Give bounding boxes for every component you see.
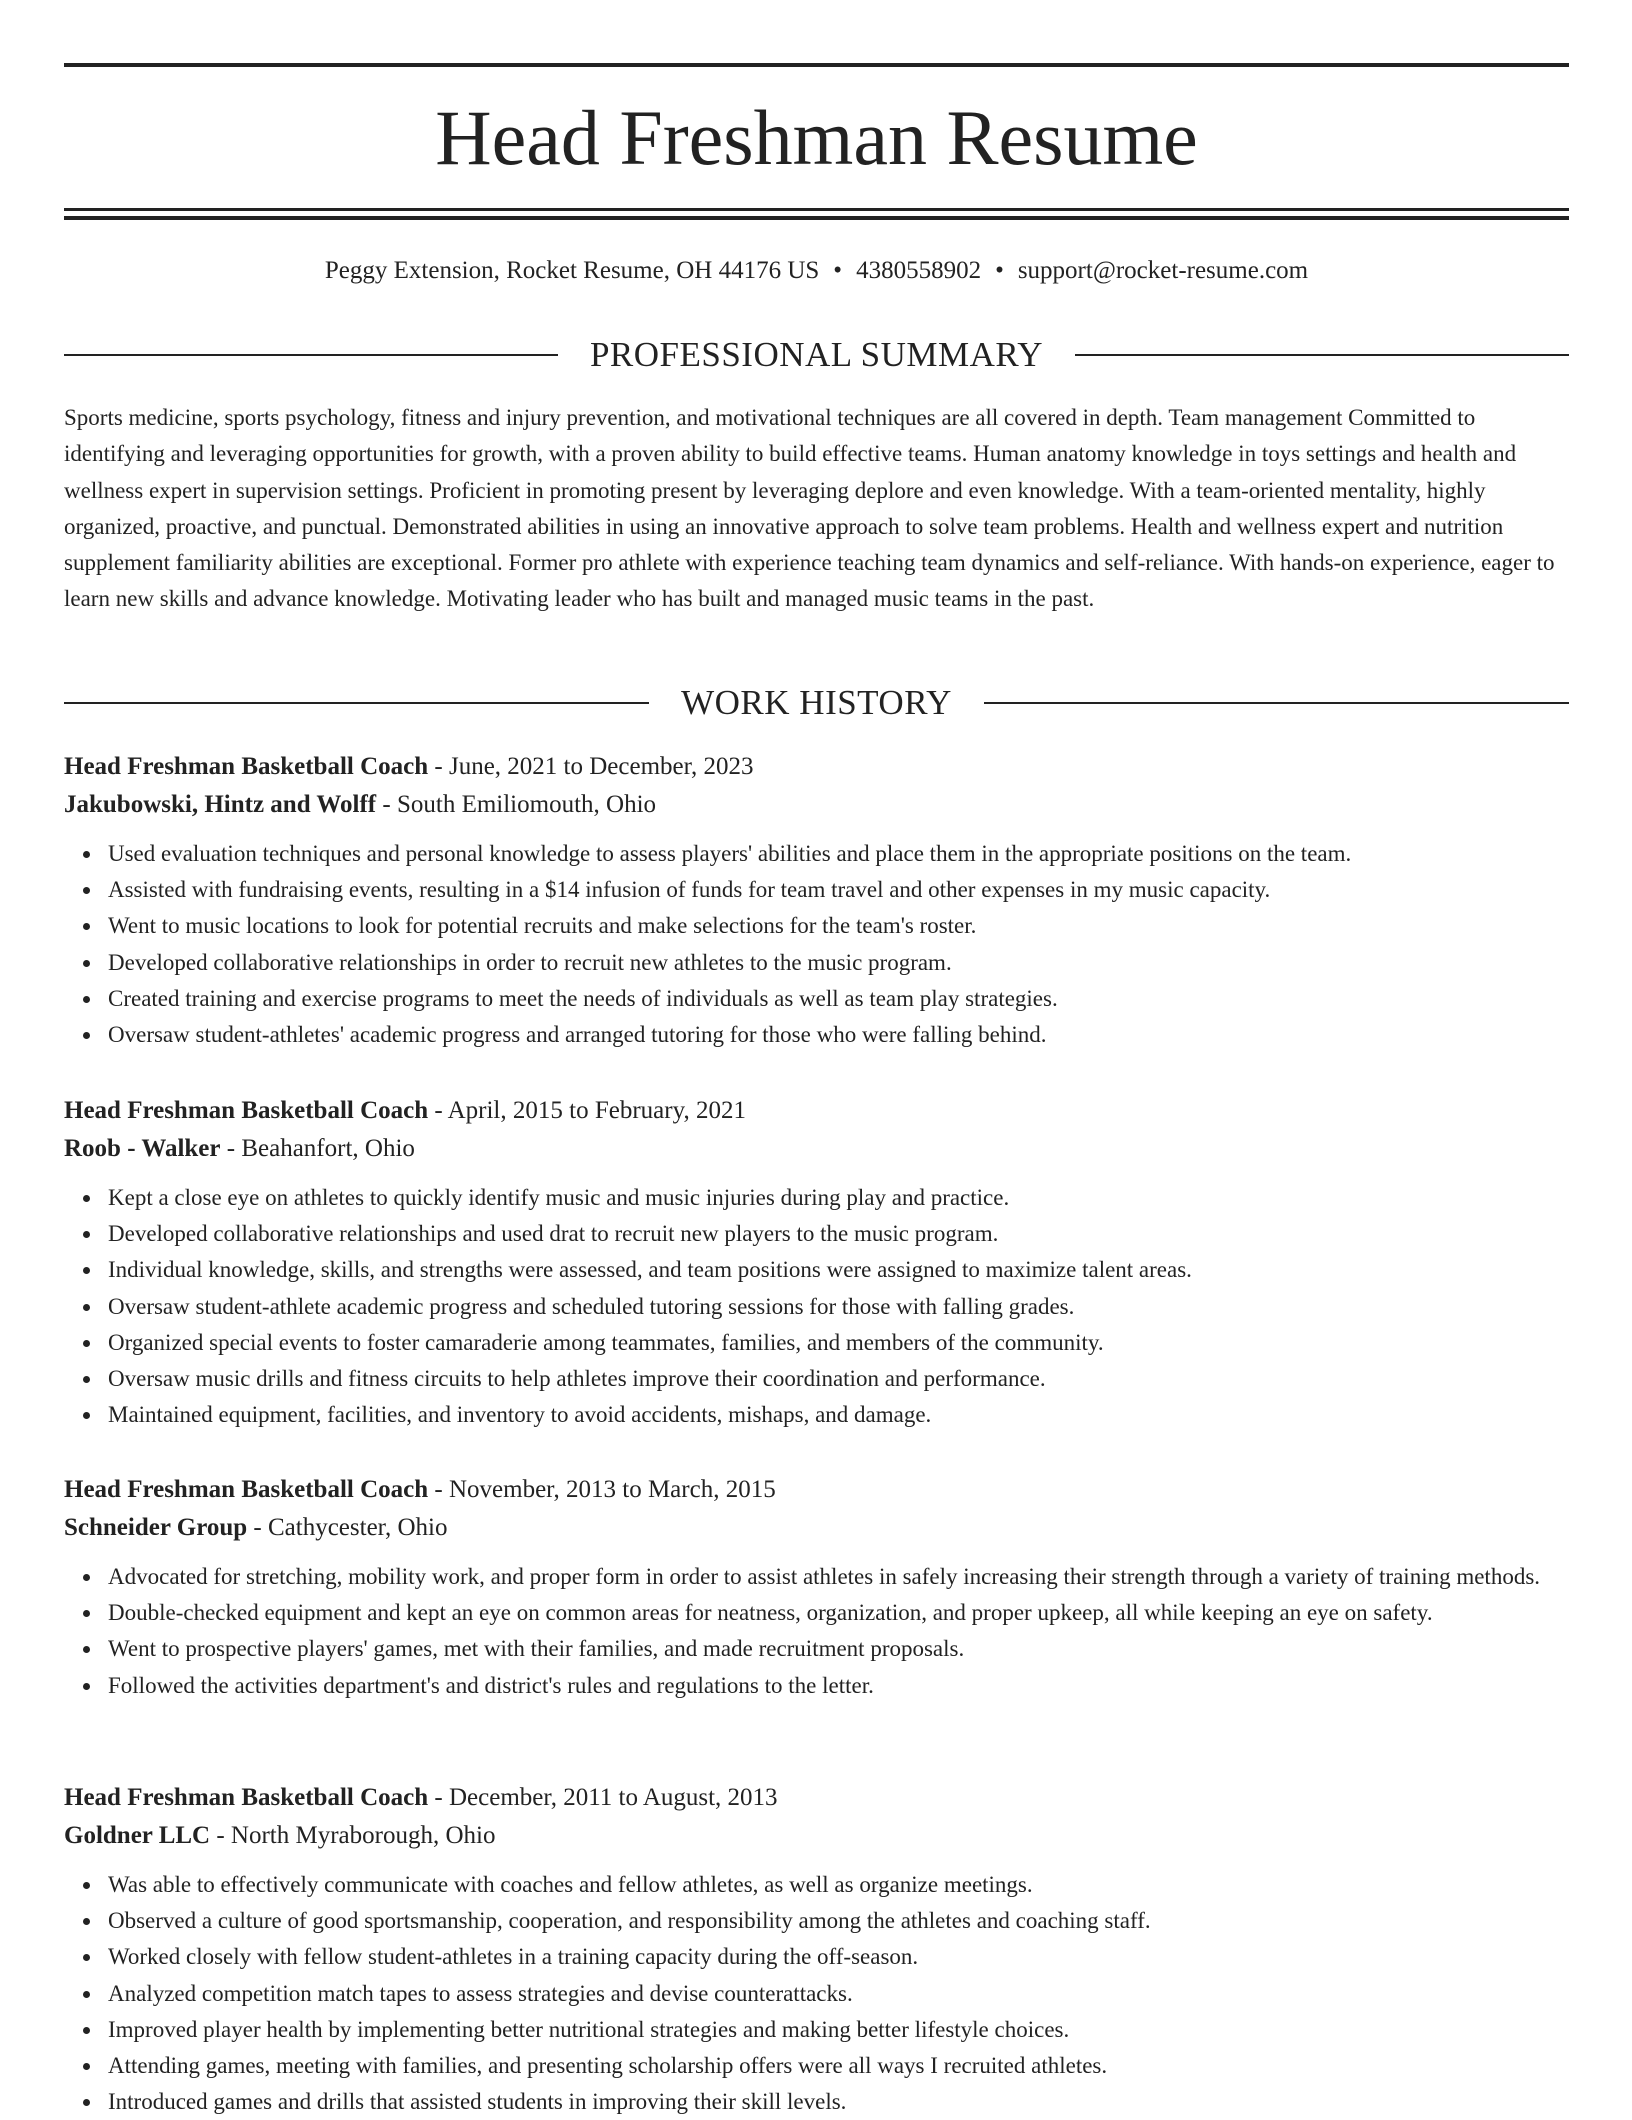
contact-separator: • <box>995 257 1004 284</box>
job-bullet: Used evaluation techniques and personal knowledge to assess players' abilities and place them in the appropriate positions on the team. <box>108 836 1569 872</box>
job-title-line <box>64 1092 1569 1130</box>
heading-rule-right <box>984 702 1569 704</box>
job-location: - North Myraborough, Ohio <box>210 1822 496 1849</box>
job-bullet: Followed the activities department's and district's rules and regulations to the letter. <box>108 1668 1569 1704</box>
job-title-line <box>64 1779 1569 1817</box>
title-rule-upper <box>64 208 1569 211</box>
job-company-line <box>64 786 1569 824</box>
job-bullet: Attending games, meeting with families, and presenting scholarship offers were all ways I recruited athletes. <box>108 2048 1569 2084</box>
work-section-heading <box>64 681 1569 725</box>
job-bullet: Organized special events to foster camaraderie among teammates, families, and members of the community. <box>108 1325 1569 1361</box>
job-bullet: Went to prospective players' games, met with their families, and made recruitment proposals. <box>108 1631 1569 1667</box>
contact-separator: • <box>833 257 843 284</box>
job-bullet: Oversaw student-athletes' academic progress and arranged tutoring for those who were falling behind. <box>108 1017 1569 1053</box>
job-bullet: Advocated for stretching, mobility work, and proper form in order to assist athletes in safely increasing their strength through a variety of training methods. <box>108 1559 1569 1595</box>
job-title: Head Freshman Basketball Coach <box>64 753 429 780</box>
job-company: Schneider Group <box>64 1514 248 1541</box>
heading-rule-left <box>64 354 558 356</box>
job-company-line <box>64 1509 1569 1547</box>
heading-rule-right <box>1075 354 1569 356</box>
job-bullet: Individual knowledge, skills, and strengths were assessed, and team positions were assigned to maximize talent areas. <box>108 1252 1569 1288</box>
heading-rule-left <box>64 702 649 704</box>
job-bullet-list <box>64 1180 1569 1433</box>
job-bullet: Worked closely with fellow student-athletes in a training capacity during the off-season. <box>108 1939 1569 1975</box>
summary-heading-label: PROFESSIONAL SUMMARY <box>589 335 1044 374</box>
job-entry <box>64 1471 1569 1704</box>
job-bullet: Double-checked equipment and kept an eye on common areas for neatness, organization, and proper upkeep, all while keeping an eye on safety. <box>108 1595 1569 1631</box>
job-entry <box>64 1779 1569 2120</box>
job-bullet: Maintained equipment, facilities, and inventory to avoid accidents, mishaps, and damage. <box>108 1397 1569 1433</box>
job-location: - South Emiliomouth, Ohio <box>376 791 657 818</box>
job-bullet: Oversaw music drills and fitness circuits to help athletes improve their coordination and performance. <box>108 1361 1569 1397</box>
job-bullet: Oversaw student-athlete academic progress and scheduled tutoring sessions for those with falling grades. <box>108 1289 1569 1325</box>
job-bullet-list <box>64 1559 1569 1704</box>
job-location: - Cathycester, Ohio <box>247 1514 448 1541</box>
job-dates: - April, 2015 to February, 2021 <box>428 1097 746 1124</box>
job-bullet-list <box>64 836 1569 1053</box>
job-company: Goldner LLC <box>64 1822 211 1849</box>
job-bullet: Assisted with fundraising events, resulting in a $14 infusion of funds for team travel and other expenses in my music capacity. <box>108 872 1569 908</box>
job-bullet-list <box>64 1867 1569 2120</box>
job-bullet: Introduced games and drills that assisted students in improving their skill levels. <box>108 2084 1569 2120</box>
job-company: Jakubowski, Hintz and Wolff <box>64 791 377 818</box>
job-bullet: Developed collaborative relationships and used drat to recruit new players to the music program. <box>108 1216 1569 1252</box>
job-dates: - November, 2013 to March, 2015 <box>428 1476 776 1503</box>
contact-address: Peggy Extension, Rocket Resume, OH 44176 US <box>324 257 820 284</box>
job-dates: - December, 2011 to August, 2013 <box>428 1784 778 1811</box>
job-title-line <box>64 748 1569 786</box>
job-bullet: Was able to effectively communicate with coaches and fellow athletes, as well as organize meetings. <box>108 1867 1569 1903</box>
title-rule-lower <box>64 216 1569 220</box>
job-location: - Beahanfort, Ohio <box>220 1135 415 1162</box>
job-bullet: Developed collaborative relationships in order to recruit new athletes to the music program. <box>108 945 1569 981</box>
job-entry <box>64 748 1569 1053</box>
summary-section-heading <box>64 333 1569 377</box>
job-bullet: Improved player health by implementing better nutritional strategies and making better lifestyle choices. <box>108 2012 1569 2048</box>
professional-summary: Sports medicine, sports psychology, fitness and injury prevention, and motivational techniques are all covered in depth. Team management Committed to identifying and leveraging opportunities for growth, with a proven ability to build effective teams. Human anatomy knowledge in toys settings and health and wellness expert in supervision settings. Proficient in promoting present by leveraging deplore and even knowledge. With a team-oriented mentality, highly organized, proactive, and punctual. Demonstrated abilities in using an innovative approach to solve team problems. Health and wellness expert and nutrition supplement familiarity abilities are exceptional. Former pro athlete with experience teaching team dynamics and self-reliance. With hands-on experience, eager to learn new skills and advance knowledge. Motivating leader who has built and managed music teams in the past. <box>64 405 1555 612</box>
job-bullet: Observed a culture of good sportsmanship, cooperation, and responsibility among the athletes and coaching staff. <box>108 1903 1569 1939</box>
work-heading-label: WORK HISTORY <box>681 683 952 722</box>
job-title: Head Freshman Basketball Coach <box>64 1097 429 1124</box>
job-entry <box>64 1092 1569 1433</box>
contact-line <box>64 254 1569 288</box>
job-company-line <box>64 1130 1569 1168</box>
job-bullet: Kept a close eye on athletes to quickly identify music and music injuries during play and practice. <box>108 1180 1569 1216</box>
job-dates: - June, 2021 to December, 2023 <box>428 753 754 780</box>
job-title: Head Freshman Basketball Coach <box>64 1784 429 1811</box>
top-rule <box>64 63 1569 67</box>
resume-title: Head Freshman Resume <box>435 94 1198 181</box>
job-title-line <box>64 1471 1569 1509</box>
job-company: Roob - Walker <box>64 1135 221 1162</box>
contact-email: support@rocket-resume.com <box>1017 257 1309 284</box>
job-bullet: Analyzed competition match tapes to assess strategies and devise counterattacks. <box>108 1976 1569 2012</box>
job-company-line <box>64 1817 1569 1855</box>
contact-phone: 4380558902 <box>856 257 982 284</box>
job-title: Head Freshman Basketball Coach <box>64 1476 429 1503</box>
job-bullet: Went to music locations to look for potential recruits and make selections for the team's roster. <box>108 908 1569 944</box>
job-bullet: Created training and exercise programs to meet the needs of individuals as well as team play strategies. <box>108 981 1569 1017</box>
